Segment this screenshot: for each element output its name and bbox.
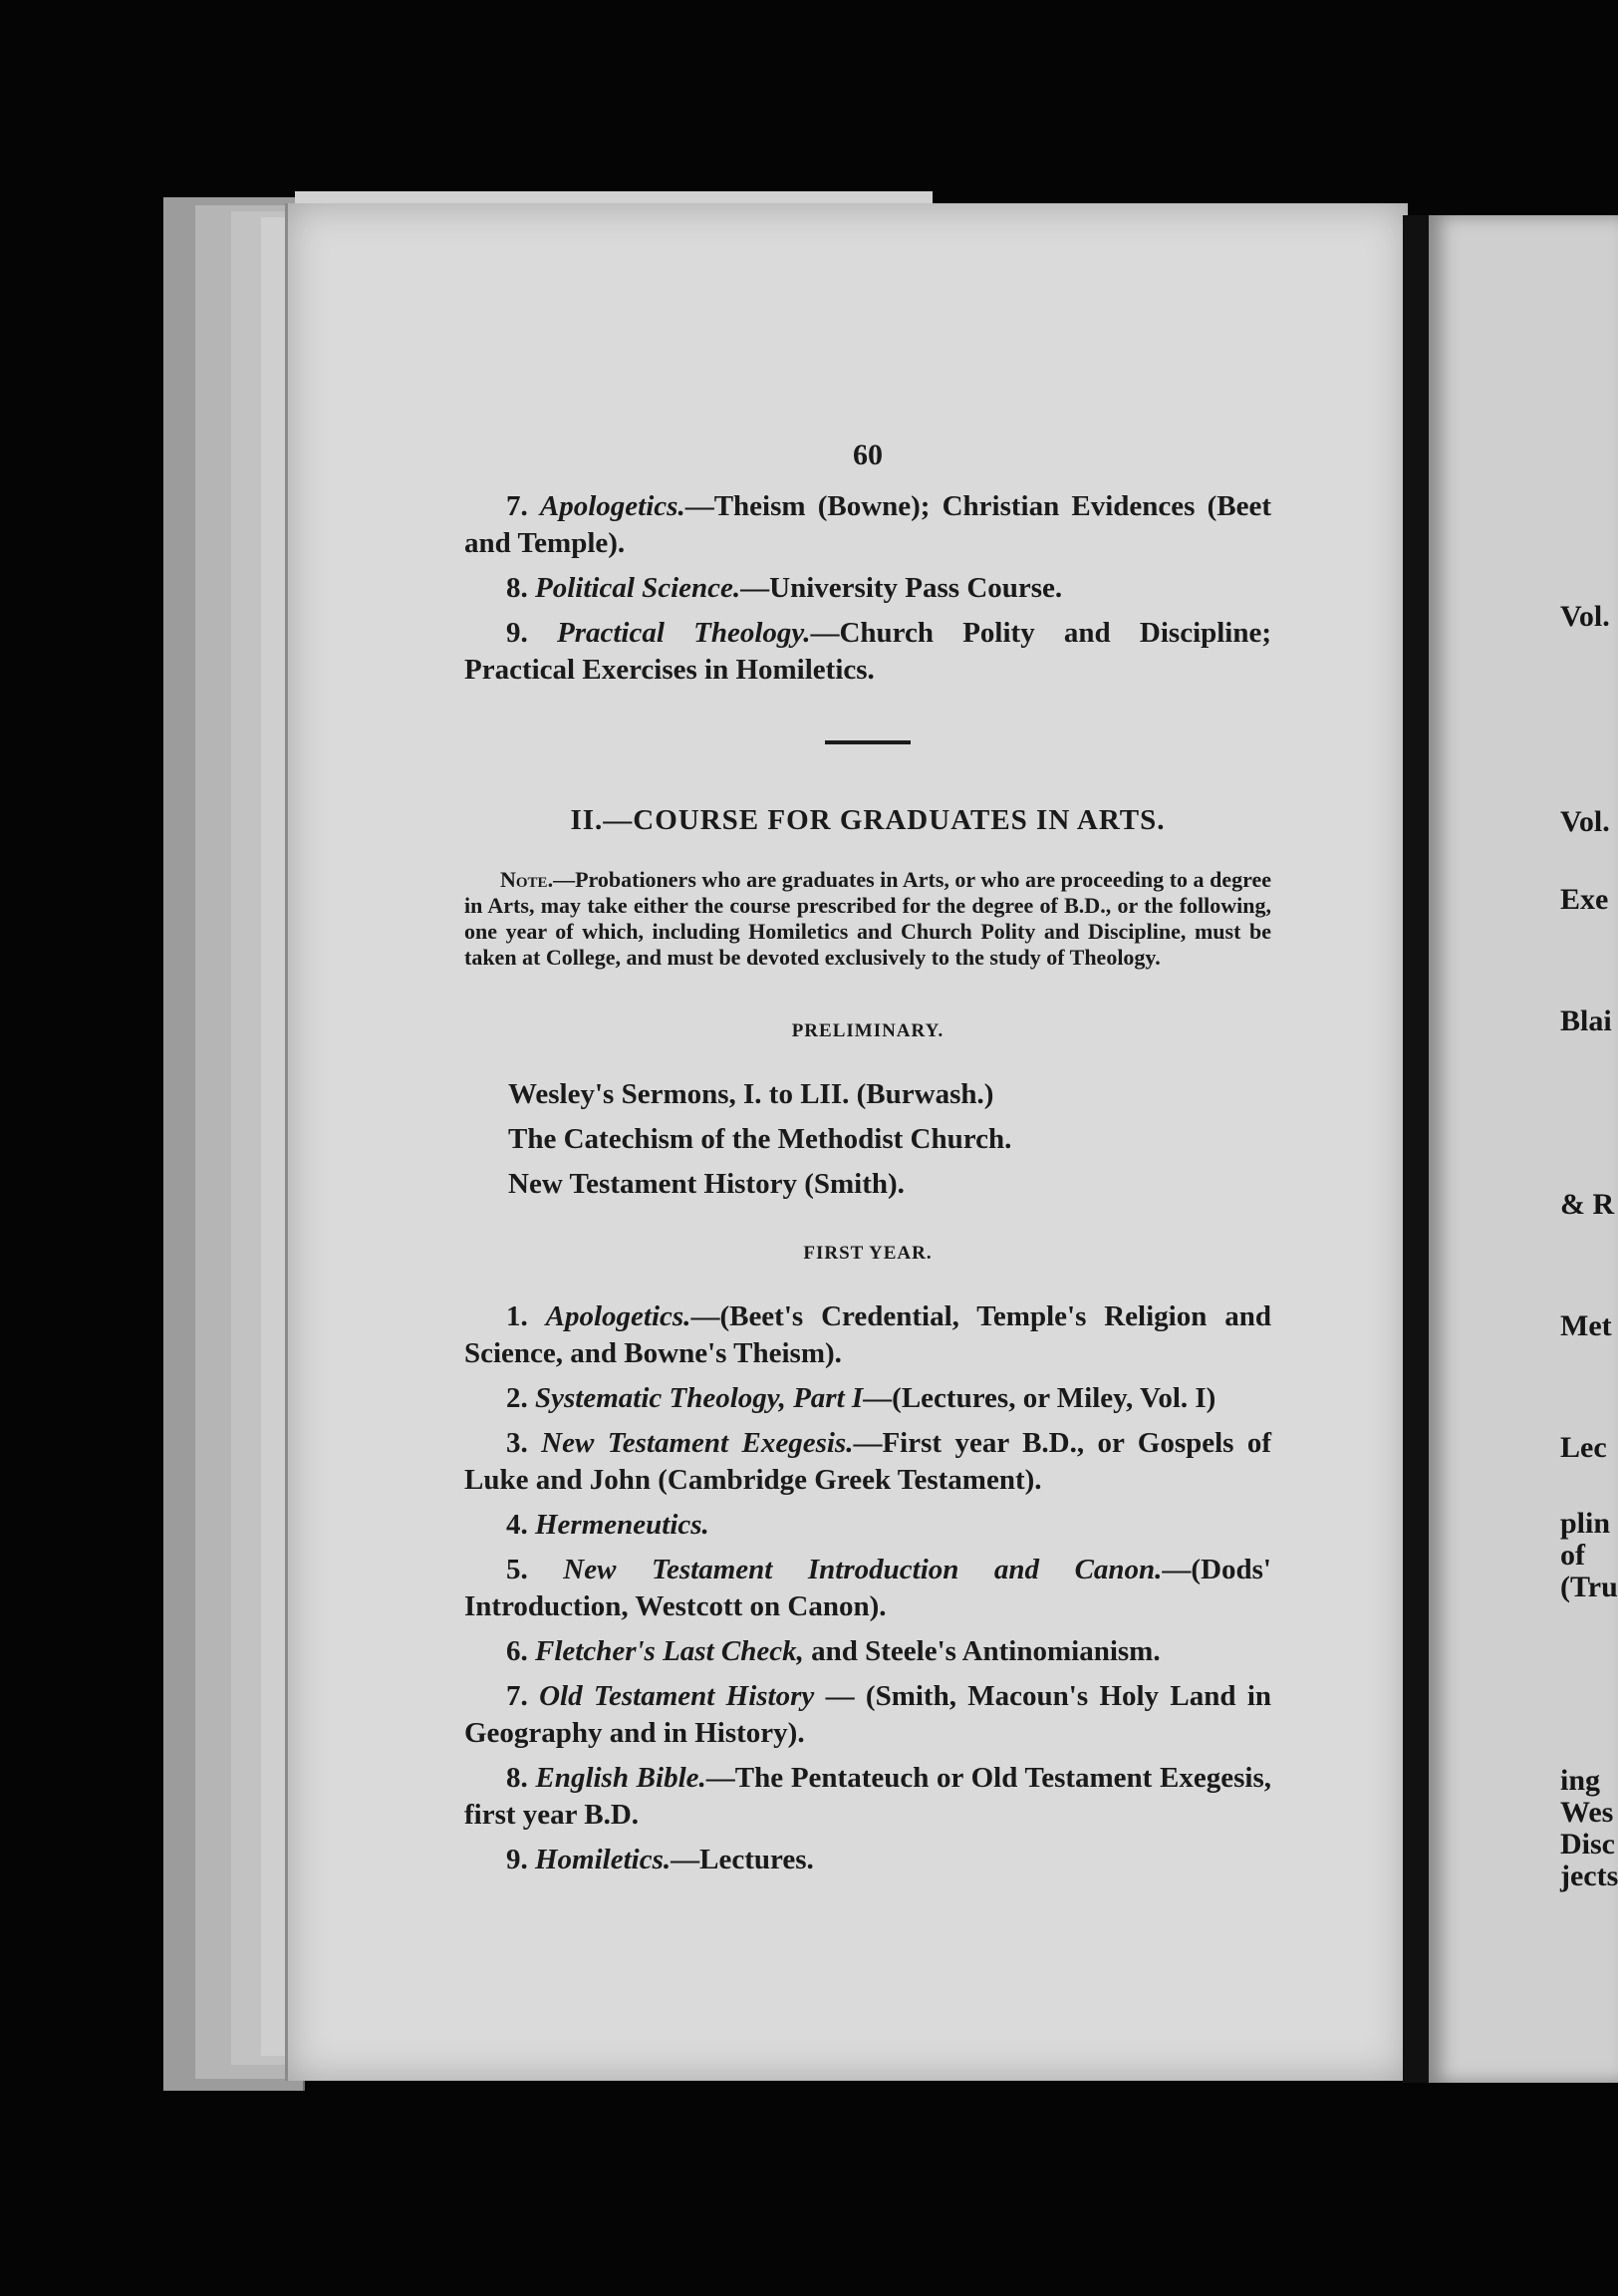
item-text: —(Dods' Introduction, Westcott on Canon). (464, 1554, 1271, 1622)
preliminary-heading: PRELIMINARY. (791, 1020, 944, 1041)
list-item (464, 1552, 1271, 1625)
item-text: —First year B.D., or Gospels of Luke and John (Cambridge Greek Testament). (464, 1427, 1272, 1496)
item-text: —Lectures. (671, 1844, 814, 1875)
note-text: —Probationers who are graduates in Arts, or who are proceeding to a degree in Arts, may take either the course prescribed for the degree of B.D., or the following, one year of which, including Homiletics and Church Polity and Discipline, must be taken at College, and must be devoted exclusively to the study of Theology. (464, 867, 1271, 970)
item-title: Systematic Theology, Part I (535, 1382, 864, 1414)
facing-page-fragment: Exe (1560, 883, 1609, 916)
item-title: Homiletics. (535, 1844, 672, 1875)
item-number: 7. (506, 490, 528, 522)
list-item (464, 488, 1271, 562)
list-item (464, 1298, 1271, 1372)
item-text: —Church Polity and Discipline; Practical Exercises in Homiletics. (464, 617, 1272, 686)
facing-page-fragment: & R (1560, 1188, 1615, 1221)
facing-page-fragment: Wes (1560, 1796, 1614, 1829)
list-item: The Catechism of the Methodist Church. (508, 1123, 1012, 1155)
list-item (464, 1633, 1271, 1670)
facing-page-fragment: plin (1560, 1507, 1611, 1540)
top-items-list (464, 488, 1271, 689)
item-number: 9. (506, 617, 528, 649)
facing-page-fragment: Vol. (1560, 805, 1610, 838)
item-text: — (Smith, Macoun's Holy Land in Geography and in History). (464, 1680, 1272, 1749)
first-year-heading: FIRST YEAR. (803, 1243, 933, 1264)
item-title: New Testament Exegesis. (541, 1427, 854, 1459)
item-title: Apologetics. (545, 1300, 691, 1332)
section-divider (825, 740, 911, 744)
page-number: 60 (853, 438, 883, 471)
item-number: 4. (506, 1509, 528, 1541)
item-title: Old Testament History (539, 1680, 815, 1712)
book-gutter (1403, 215, 1429, 2083)
item-number: 1. (506, 1300, 528, 1332)
list-item (464, 1380, 1271, 1417)
list-item (464, 570, 1271, 607)
item-title: Political Science. (535, 572, 741, 604)
item-number: 8. (506, 572, 528, 604)
item-text: —The Pentateuch or Old Testament Exegesis, first year B.D. (464, 1762, 1272, 1831)
item-number: 5. (506, 1554, 528, 1585)
list-item (464, 615, 1271, 689)
item-text: —(Lectures, or Miley, Vol. I) (863, 1382, 1216, 1414)
preliminary-list (464, 1076, 1271, 1203)
list-item (464, 1425, 1271, 1499)
item-title: Practical Theology. (556, 617, 811, 649)
item-text: and Steele's Antinomianism. (803, 1635, 1161, 1667)
item-title: Hermeneutics. (535, 1509, 709, 1541)
item-number: 3. (506, 1427, 528, 1459)
item-number: 7. (506, 1680, 528, 1712)
list-item (464, 1760, 1271, 1834)
item-title: Apologetics. (539, 490, 685, 522)
note-paragraph (464, 867, 1271, 971)
item-title: Fletcher's Last Check, (535, 1635, 804, 1667)
section-title: II.—COURSE FOR GRADUATES IN ARTS. (570, 804, 1166, 836)
list-item: Wesley's Sermons, I. to LII. (Burwash.) (508, 1078, 994, 1110)
facing-page-fragment: jects (1560, 1860, 1618, 1892)
list-item (464, 1507, 1271, 1544)
facing-page-fragment: Blai (1560, 1004, 1612, 1037)
item-number: 6. (506, 1635, 528, 1667)
page-content (464, 438, 1271, 1886)
item-number: 8. (506, 1762, 528, 1794)
item-title: English Bible. (535, 1762, 706, 1794)
item-text: —University Pass Course. (740, 572, 1063, 604)
item-title: New Testament Introduction and Canon. (563, 1554, 1163, 1585)
facing-page-fragment: Met (1560, 1309, 1612, 1342)
facing-page-fragment: Lec (1560, 1431, 1607, 1464)
list-item: New Testament History (Smith). (508, 1168, 905, 1200)
facing-page-fragment: Vol. (1560, 600, 1610, 633)
first-year-list (464, 1298, 1271, 1878)
facing-page-fragment: of (1560, 1539, 1585, 1572)
note-label: Note. (500, 867, 554, 892)
item-number: 9. (506, 1844, 528, 1875)
item-text: —Theism (Bowne); Christian Evidences (Beet and Temple). (464, 490, 1272, 559)
facing-page-fragment: Disc (1560, 1828, 1615, 1861)
facing-page-fragment: ing (1560, 1764, 1601, 1797)
list-item (464, 1842, 1271, 1878)
list-item (464, 1678, 1271, 1752)
facing-page-fragment: (Tru (1560, 1571, 1618, 1603)
item-text: —(Beet's Credential, Temple's Religion and Science, and Bowne's Theism). (464, 1300, 1271, 1369)
item-number: 2. (506, 1382, 528, 1414)
